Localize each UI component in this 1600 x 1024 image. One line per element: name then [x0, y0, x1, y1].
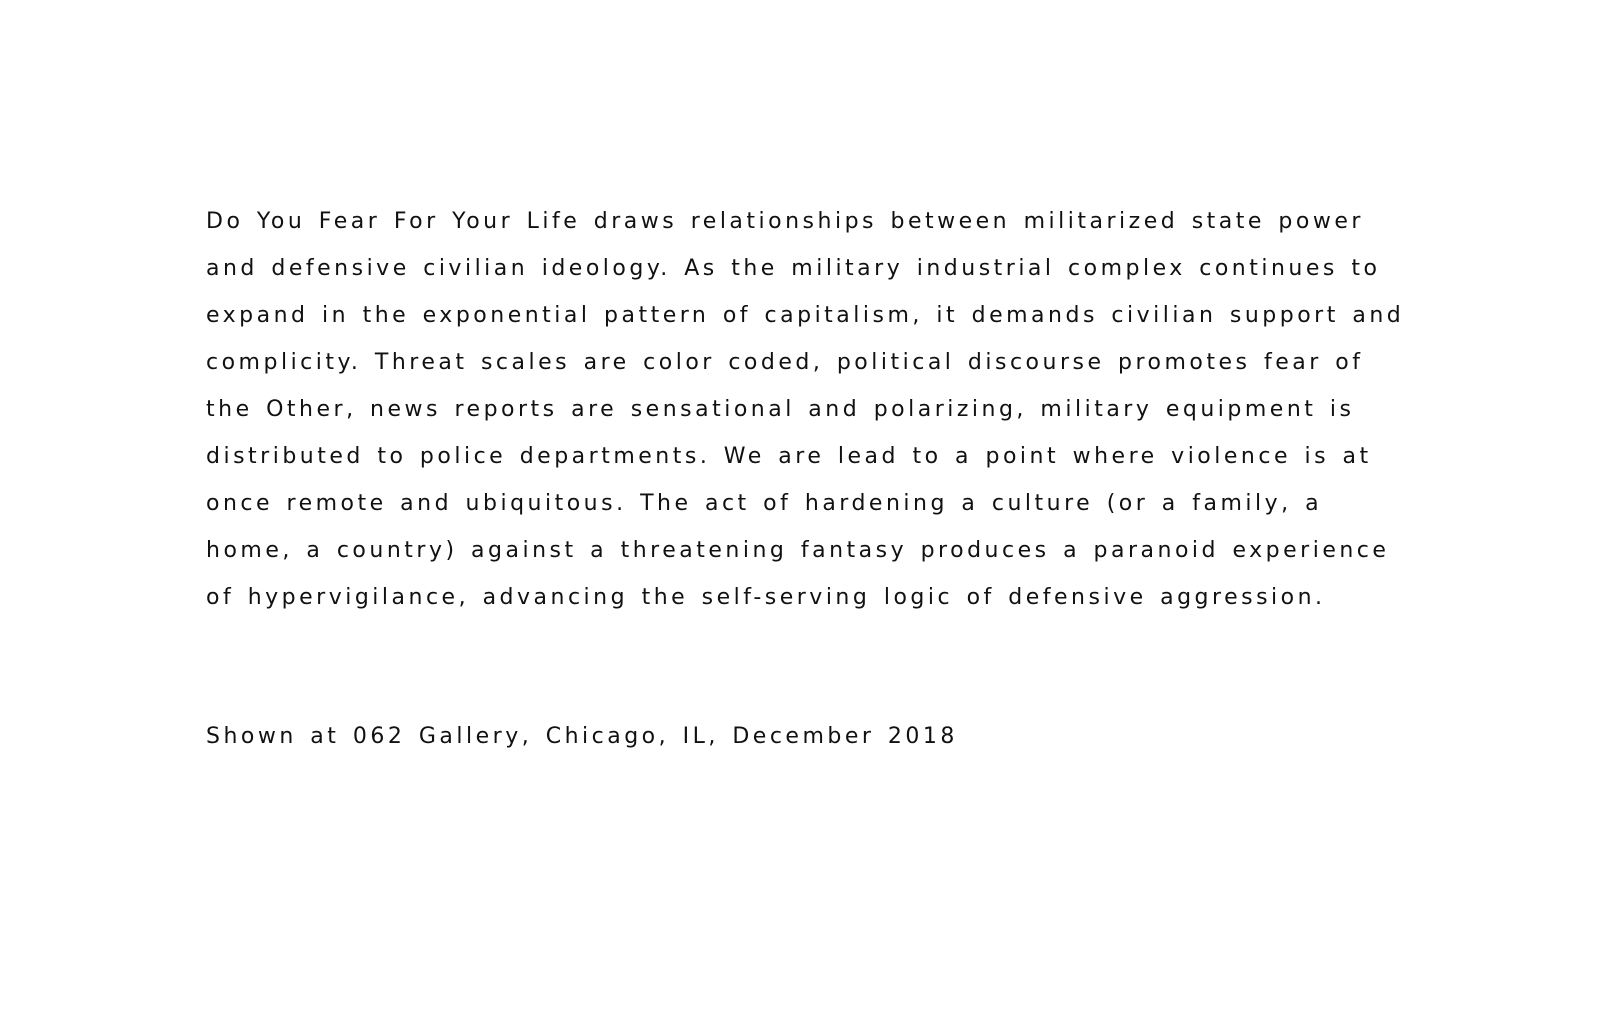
statement-line: Do You Fear For Your Life draws relationships between militarized state power [206, 209, 1364, 234]
statement-line: the Other, news reports are sensational and polarizing, military equipment is [206, 397, 1355, 422]
statement-line: distributed to police departments. We are lead to a point where violence is at [206, 444, 1372, 469]
statement-line: home, a country) against a threatening fantasy produces a paranoid experience [206, 538, 1390, 563]
statement-line: expand in the exponential pattern of capitalism, it demands civilian support and [206, 303, 1405, 328]
exhibition-note: Shown at 062 Gallery, Chicago, IL, December 2018 [206, 724, 958, 749]
statement-line: complicity. Threat scales are color coded, political discourse promotes fear of [206, 350, 1364, 375]
artist-statement [206, 198, 1426, 621]
statement-line: of hypervigilance, advancing the self-serving logic of defensive aggression. [206, 585, 1326, 610]
statement-line: and defensive civilian ideology. As the military industrial complex continues to [206, 256, 1381, 281]
statement-line: once remote and ubiquitous. The act of hardening a culture (or a family, a [206, 491, 1323, 516]
